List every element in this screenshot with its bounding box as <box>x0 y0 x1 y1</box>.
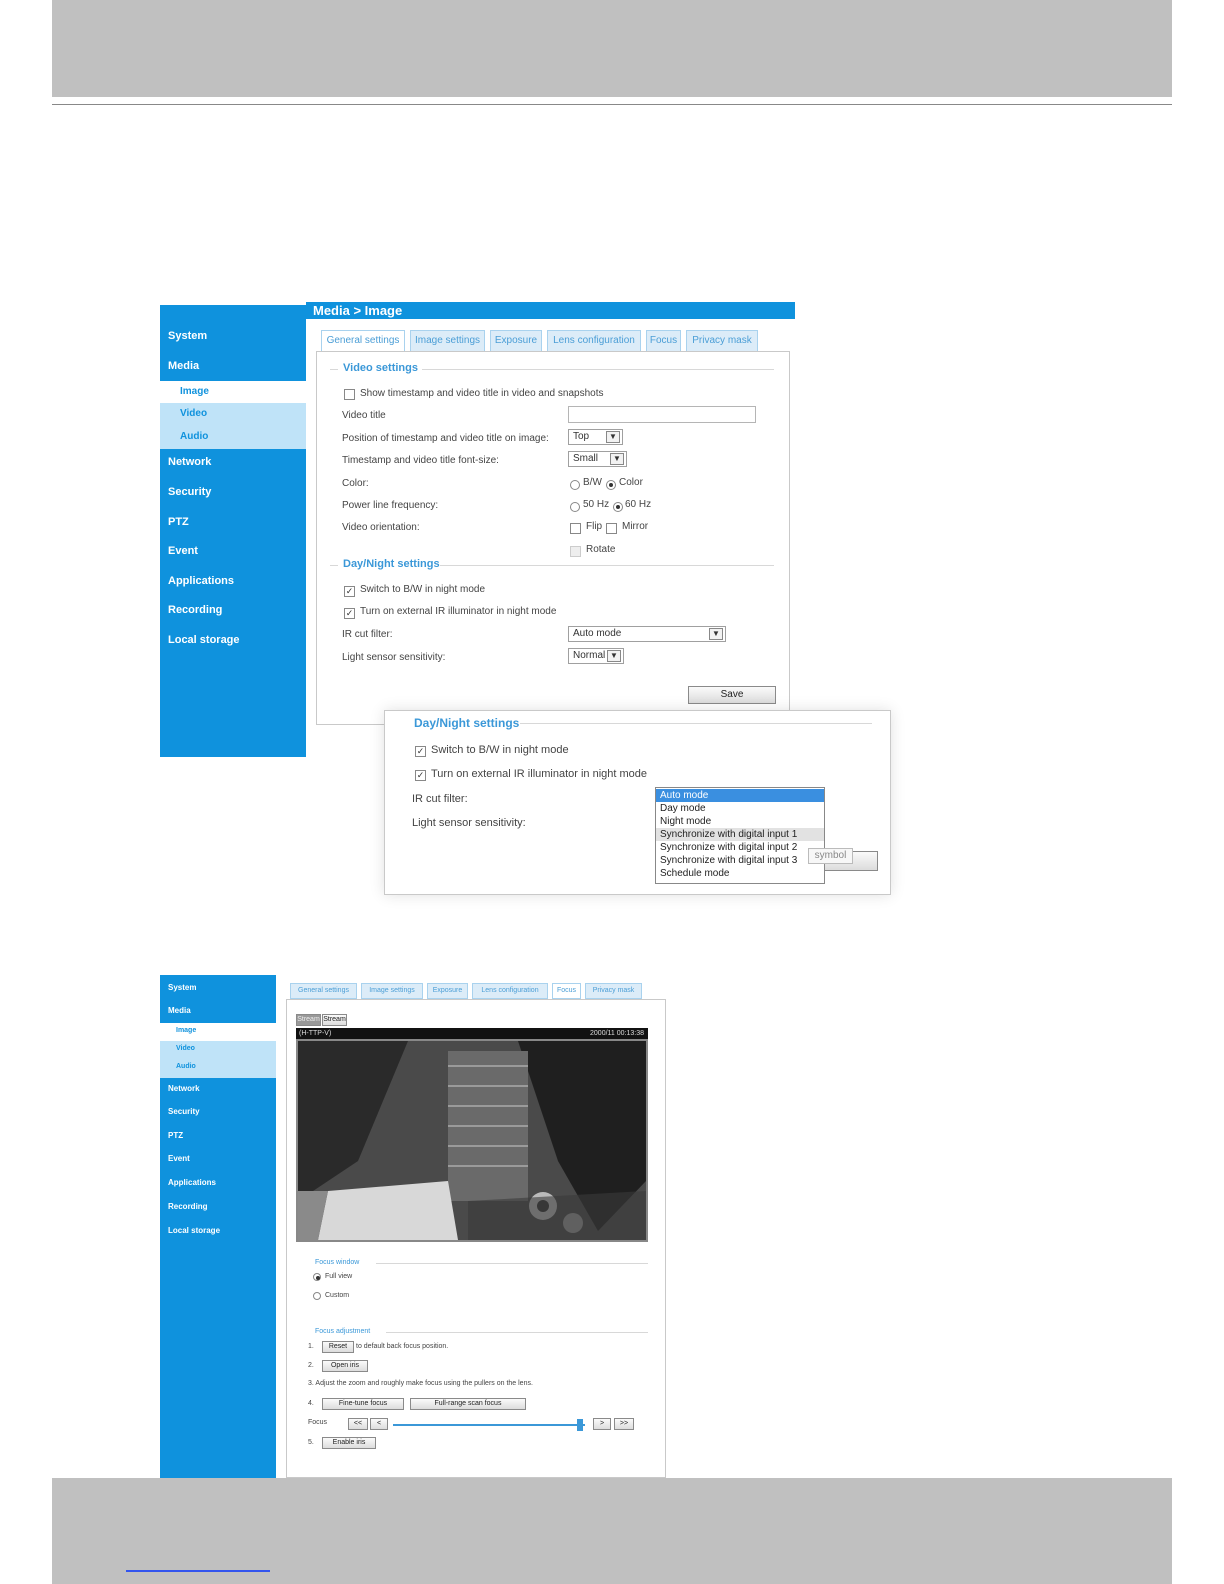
position-select[interactable] <box>568 429 623 445</box>
power-60hz-label: 60 Hz <box>625 499 652 510</box>
fontsize-label: Timestamp and video title font-size: <box>342 455 499 466</box>
focus-slider-track <box>393 1424 585 1426</box>
sidebar-item-local-storage[interactable]: Local storage <box>168 1226 221 1235</box>
full-view-label: Full view <box>325 1273 353 1280</box>
tab-exposure[interactable]: Exposure <box>427 983 468 999</box>
zoom-ir-illuminator-checkbox[interactable]: ✓ <box>416 770 425 780</box>
power-line-label: Power line frequency: <box>342 500 439 511</box>
rotate-checkbox[interactable] <box>570 546 581 557</box>
sidebar-subitem-image[interactable] <box>160 1023 276 1041</box>
position-label: Position of timestamp and video title on image: <box>342 433 549 444</box>
sidebar-item-recording[interactable]: Recording <box>168 604 223 616</box>
full-range-scan-button[interactable]: Full-range scan focus <box>410 1398 526 1410</box>
sidebar-item-event[interactable]: Event <box>168 1154 190 1163</box>
video-header-bar <box>296 1028 648 1039</box>
focus-slider[interactable] <box>393 1419 585 1431</box>
zoom-switch-bw-checkbox[interactable]: ✓ <box>416 746 425 756</box>
light-sensor-select[interactable] <box>568 648 624 664</box>
tab-focus[interactable]: Focus <box>646 330 681 352</box>
ir-cut-filter-select[interactable] <box>568 626 726 642</box>
custom-label: Custom <box>325 1292 350 1299</box>
custom-radio[interactable] <box>313 1292 321 1300</box>
show-timestamp-checkbox[interactable] <box>344 389 355 400</box>
ir-cut-filter-value: Auto mode <box>573 628 622 639</box>
video-settings-title: Video settings <box>343 362 418 374</box>
power-60hz-radio[interactable] <box>613 502 623 512</box>
daynight-rule-right <box>440 565 774 566</box>
focus-window-rule <box>376 1263 648 1264</box>
step-number: 1. <box>308 1343 314 1350</box>
tab-general-settings[interactable]: General settings <box>321 330 405 352</box>
camera-scene-image <box>298 1041 646 1240</box>
page-header-bar <box>52 0 1172 97</box>
tooltip: symbol <box>808 848 853 864</box>
chevron-down-icon: ▼ <box>610 453 624 465</box>
focus-adjustment-rule <box>386 1332 648 1333</box>
tab-exposure[interactable]: Exposure <box>490 330 542 352</box>
zoom-light-sensor-label: Light sensor sensitivity: <box>412 817 526 829</box>
stream1-button[interactable]: Stream <box>296 1014 321 1026</box>
sidebar-item-recording[interactable]: Recording <box>168 1202 208 1211</box>
video-timestamp: 2000/11 00:13:38 <box>590 1030 644 1037</box>
focus-far-right-button[interactable]: >> <box>614 1418 634 1430</box>
tab-general-settings[interactable]: General settings <box>290 983 357 999</box>
sidebar-subitem-image-label: Image <box>176 1027 197 1034</box>
ir-cut-filter-label: IR cut filter: <box>342 629 393 640</box>
sidebar-item-security[interactable]: Security <box>168 486 212 498</box>
mirror-checkbox[interactable] <box>606 523 617 534</box>
color-color-radio[interactable] <box>606 480 616 490</box>
dropdown-option[interactable]: Synchronize with digital input 2 <box>660 842 798 853</box>
sidebar-item-media[interactable]: Media <box>168 1006 191 1015</box>
switch-bw-checkbox[interactable]: ✓ <box>345 586 354 596</box>
video-title-label: Video title <box>342 410 386 421</box>
sidebar-item-media[interactable]: Media <box>168 360 200 372</box>
power-50hz-radio[interactable] <box>570 502 580 512</box>
focus-window-title: Focus window <box>315 1259 360 1266</box>
tab-privacy-mask[interactable]: Privacy mask <box>585 983 642 999</box>
sidebar-subitem-audio[interactable]: Audio <box>176 1063 196 1070</box>
enable-iris-button[interactable]: Enable iris <box>322 1437 376 1449</box>
sidebar-subitem-image-label: Image <box>180 386 209 397</box>
fontsize-select-value: Small <box>573 453 599 464</box>
sidebar-subitem-video[interactable]: Video <box>176 1045 195 1052</box>
shot1-sidebar <box>160 305 306 757</box>
focus-adjustment-title: Focus adjustment <box>315 1328 371 1335</box>
orientation-label: Video orientation: <box>342 522 420 533</box>
sidebar-item-system[interactable]: System <box>168 983 197 992</box>
sidebar-item-network[interactable]: Network <box>168 1084 200 1093</box>
zoom-daynight-title: Day/Night settings <box>414 716 520 730</box>
tab-lens-configuration[interactable]: Lens configuration <box>547 330 641 352</box>
stream2-button[interactable]: Stream <box>322 1014 347 1026</box>
dropdown-option[interactable]: Synchronize with digital input 3 <box>660 855 798 866</box>
color-bw-radio[interactable] <box>570 480 580 490</box>
sidebar-item-event[interactable]: Event <box>168 545 198 557</box>
fontsize-select[interactable] <box>568 451 627 467</box>
dropdown-option[interactable]: Auto mode <box>656 789 824 802</box>
reset-description: to default back focus position. <box>356 1343 449 1350</box>
focus-slider-thumb[interactable] <box>577 1419 583 1431</box>
switch-bw-label: Switch to B/W in night mode <box>360 584 486 595</box>
ir-illuminator-checkbox[interactable]: ✓ <box>345 608 354 618</box>
sidebar-subitem-video[interactable]: Video <box>180 408 208 419</box>
focus-left-button[interactable]: < <box>370 1418 388 1430</box>
sidebar-media-submenu <box>160 381 306 449</box>
video-settings-rule-left <box>330 369 338 370</box>
step-number: 5. <box>308 1439 314 1446</box>
sidebar-media-submenu <box>160 1023 276 1078</box>
sidebar-subitem-audio[interactable]: Audio <box>180 431 209 442</box>
dropdown-option[interactable]: Synchronize with digital input 1 <box>656 828 824 841</box>
page-title: Media > Image <box>306 302 795 319</box>
zoom-ir-illuminator-label: Turn on external IR illuminator in night mode <box>431 768 648 780</box>
open-iris-button[interactable]: Open iris <box>322 1360 368 1372</box>
daynight-settings-title: Day/Night settings <box>343 558 440 570</box>
position-select-value: Top <box>573 431 590 442</box>
flip-checkbox[interactable] <box>570 523 581 534</box>
chevron-down-icon: ▼ <box>606 431 620 443</box>
show-timestamp-label: Show timestamp and video title in video and snapshots <box>360 388 604 399</box>
page-footer-bar <box>52 1478 1172 1584</box>
video-settings-rule-right <box>422 369 774 370</box>
zoom-daynight-rule <box>520 723 872 724</box>
rotate-label: Rotate <box>586 544 616 555</box>
focus-far-left-button[interactable]: << <box>348 1418 368 1430</box>
sidebar-item-network[interactable]: Network <box>168 456 212 468</box>
step-number: 4. <box>308 1400 314 1407</box>
sidebar-item-applications[interactable]: Applications <box>168 575 235 587</box>
chevron-down-icon: ▼ <box>709 628 723 640</box>
step-number: 2. <box>308 1362 314 1369</box>
footer-link-underline[interactable] <box>126 1570 270 1572</box>
tab-focus[interactable]: Focus <box>552 983 581 999</box>
video-title-input[interactable] <box>568 406 756 423</box>
color-label: Color: <box>342 478 369 489</box>
tab-privacy-mask[interactable]: Privacy mask <box>686 330 758 352</box>
ir-cut-filter-dropdown-list[interactable] <box>655 787 825 884</box>
tab-lens-configuration[interactable]: Lens configuration <box>472 983 548 999</box>
daynight-rule-left <box>330 565 338 566</box>
zoom-ir-cut-label: IR cut filter: <box>412 793 468 805</box>
step3-instruction: 3. Adjust the zoom and roughly make focus using the pullers on the lens. <box>308 1380 533 1387</box>
color-color-label: Color <box>619 477 643 488</box>
video-caption: (H-TTP-V) <box>299 1030 332 1037</box>
flip-label: Flip <box>586 521 603 532</box>
dropdown-option[interactable]: Night mode <box>660 816 712 827</box>
zoom-switch-bw-label: Switch to B/W in night mode <box>431 744 569 756</box>
focus-slider-label: Focus <box>308 1419 328 1426</box>
ir-illuminator-label: Turn on external IR illuminator in night mode <box>360 606 557 617</box>
sidebar-item-applications[interactable]: Applications <box>168 1178 217 1187</box>
tab-image-settings[interactable]: Image settings <box>361 983 423 999</box>
sidebar-subitem-image[interactable] <box>160 381 306 403</box>
full-view-radio[interactable] <box>313 1273 321 1281</box>
power-50hz-label: 50 Hz <box>583 499 610 510</box>
save-button[interactable]: Save <box>688 686 776 704</box>
sidebar-item-security[interactable]: Security <box>168 1107 200 1116</box>
dropdown-option[interactable]: Schedule mode <box>660 868 730 879</box>
color-bw-label: B/W <box>583 477 602 488</box>
dropdown-option[interactable]: Day mode <box>660 803 706 814</box>
reset-button[interactable]: Reset <box>322 1341 354 1353</box>
light-sensor-label: Light sensor sensitivity: <box>342 652 446 663</box>
header-divider <box>52 104 1172 105</box>
shot2-sidebar <box>160 975 276 1478</box>
light-sensor-value: Normal <box>573 650 606 661</box>
tab-image-settings[interactable]: Image settings <box>410 330 485 352</box>
sidebar-item-ptz[interactable]: PTZ <box>168 516 189 528</box>
mirror-label: Mirror <box>622 521 649 532</box>
focus-right-button[interactable]: > <box>593 1418 611 1430</box>
live-video-view[interactable] <box>296 1039 648 1242</box>
sidebar-item-ptz[interactable]: PTZ <box>168 1131 184 1140</box>
fine-tune-focus-button[interactable]: Fine-tune focus <box>322 1398 404 1410</box>
sidebar-item-system[interactable]: System <box>168 330 208 342</box>
sidebar-item-local-storage[interactable]: Local storage <box>168 634 240 646</box>
chevron-down-icon: ▼ <box>607 650 621 662</box>
